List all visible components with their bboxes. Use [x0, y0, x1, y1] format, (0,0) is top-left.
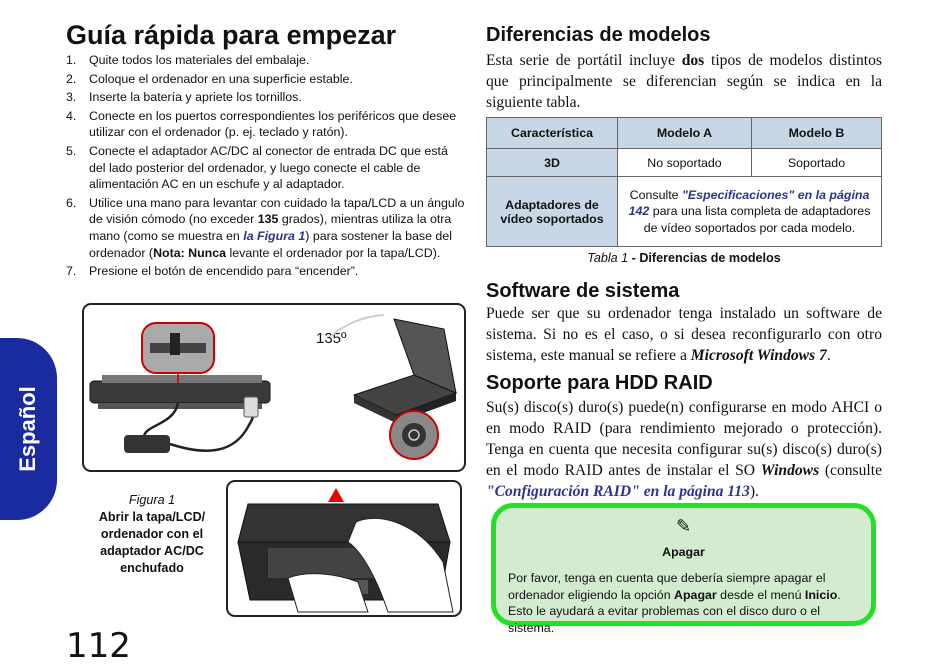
list-item: 2. Coloque el ordenador en una superficie estable.	[66, 71, 353, 86]
figure-open-lid	[226, 480, 462, 617]
raid-paragraph: Su(s) disco(s) duro(s) puede(n) configurarse en modo AHCI o en modo RAID (para rendimiento mejorado o protección). Tenga en cuenta que necesita configurar su(s) disco(s) duro(s) en el modo RAID antes de instalar el SO Windows (consulte "Configuración RAID" en la página 113).	[486, 399, 883, 500]
table-header-row: Característica Modelo A Modelo B	[487, 118, 882, 149]
list-item: 3. Inserte la batería y apriete los tornillos.	[66, 90, 302, 105]
software-heading: Software de sistema	[486, 280, 680, 302]
page-number: 112	[66, 626, 131, 666]
pencil-icon: ✎	[675, 516, 692, 536]
angle-label: 135º	[316, 330, 347, 347]
raid-heading: Soporte para HDD RAID	[486, 372, 713, 394]
laptop-power-illustration	[84, 305, 464, 470]
specs-link[interactable]: "Especificaciones" en la página 142	[628, 187, 870, 219]
note-box	[491, 503, 876, 635]
figure-caption: Figura 1 Abrir la tapa/LCD/ ordenador con el adaptador AC/DC enchufado	[98, 493, 206, 575]
models-paragraph: Esta serie de portátil incluye dos tipos de modelos distintos que principalmente se diferencian según se indica en la siguiente tabla.	[486, 52, 882, 111]
page-title: Guía rápida para empezar	[66, 20, 397, 50]
list-item: 4. Conecte en los puertos correspondientes los periféricos que desee utilizar con el ordenador (p. ej. teclado y ratón).	[66, 108, 457, 140]
figure-link[interactable]: la Figura 1	[243, 228, 306, 243]
steps-list	[66, 52, 466, 282]
table-row: Adaptadores de vídeo soportados Consulte "Especificaciones" en la página 142 para una lista completa de adaptadores de vídeo soportados por cada modelo.	[487, 177, 882, 247]
table-row: 3D No soportado Soportado	[487, 149, 882, 177]
models-heading: Diferencias de modelos	[486, 24, 711, 46]
software-paragraph: Puede ser que su ordenador tenga instalado un software de sistema. Si no es el caso, o si desea reconfigurarlo con otro sistema, este manual se refiere a Microsoft Windows 7.	[486, 305, 882, 364]
models-table	[486, 117, 882, 247]
list-item: 1. Quite todos los materiales del embalaje.	[66, 53, 310, 67]
table-caption: Tabla 1 - Diferencias de modelos	[587, 251, 781, 265]
note-text: Por favor, tenga en cuenta que debería siempre apagar el ordenador eligiendo la opción Apagar desde el menú Inicio. Esto le ayudará a evitar problemas con el disco duro o el sistema.	[508, 571, 841, 635]
note-title: Apagar	[662, 545, 705, 559]
list-item: 7. Presione el botón de encendido para “encender”.	[66, 264, 359, 279]
language-side-tab: Español	[0, 338, 57, 520]
list-item: 6. Utilice una mano para levantar con cuidado la tapa/LCD a un ángulo de visión cómodo (no exceder 135 grados), mientras utiliza la otra mano (como se muestra en la Figura 1) para sostener la base del ordenador (Nota: Nunca levante el ordenador por la tapa/LCD).	[66, 195, 465, 260]
list-item: 5. Conecte el adaptador AC/DC al conector de entrada DC que está del lado posterior del ordenador, y luego conecte el cable de alimentación AC en un eschufe y al adaptador.	[66, 143, 448, 192]
open-lid-illustration	[228, 482, 460, 615]
raid-config-link[interactable]: "Configuración RAID" en la página 113	[486, 483, 750, 500]
figure-laptop-power	[82, 303, 466, 472]
